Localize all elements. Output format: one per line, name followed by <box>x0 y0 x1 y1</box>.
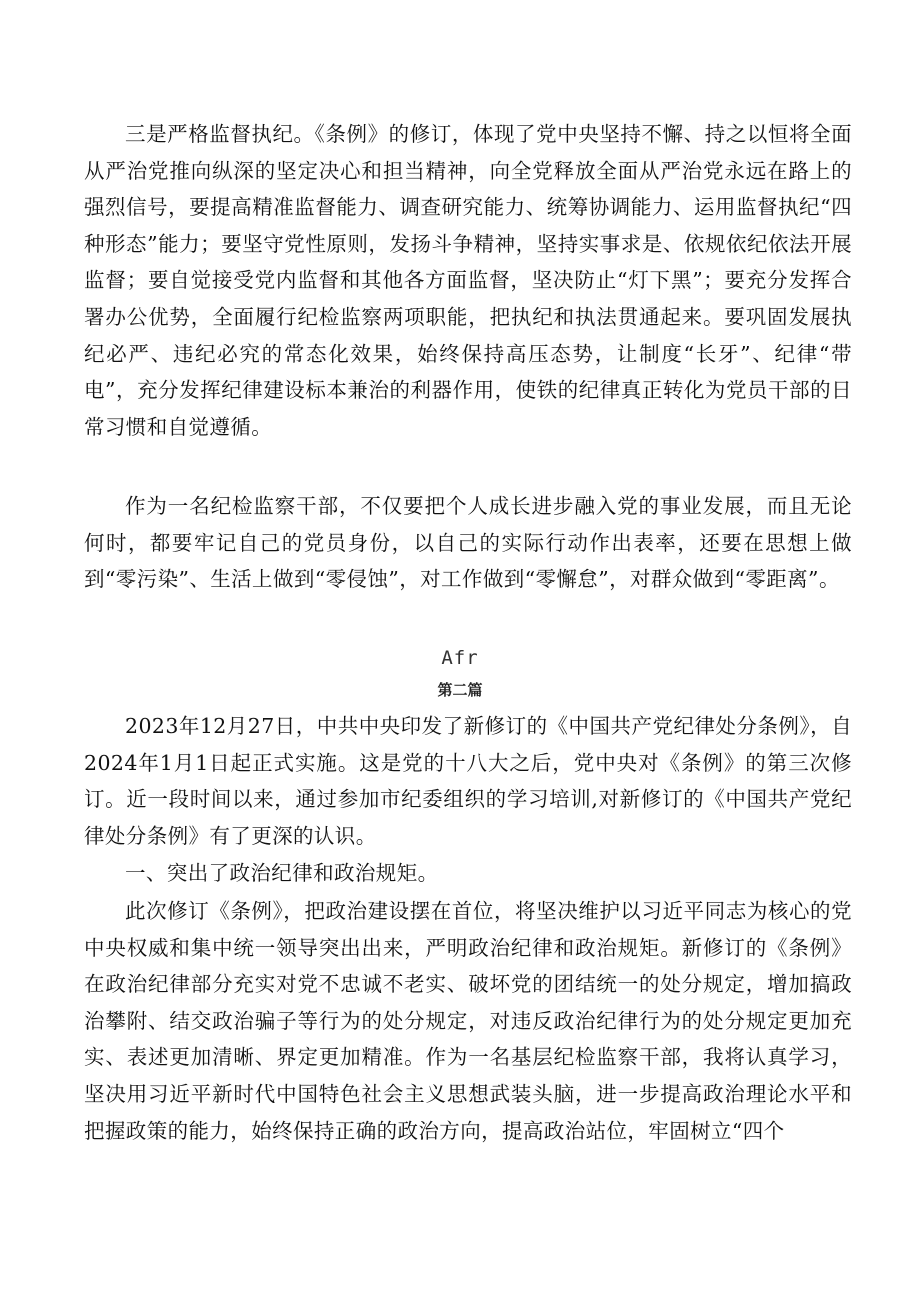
section-marker: Afr <box>441 647 479 669</box>
section-heading: 第二篇 <box>437 681 483 699</box>
point-1-body: 此次修订《条例》，把政治建设摆在首位，将坚决维护以习近平同志为核心的党中央权威和集中统一领导突出出来，严明政治纪律和政治规矩。新修订的《条例》在政治纪律部分充实对党不忠诚不老实、破坏党的团结统一的处分规定，增加搞政治攀附、结交政治骗子等行为的处分规定，对违反政治纪律行为的处分规定更加充实、表述更加清晰、界定更加精准。作为一名基层纪检监察干部，我将认真学习，坚决用习近平新时代中国特色社会主义思想武装头脑，进一步提高政治理论水平和把握政策的能力，始终保持正确的政治方向，提高政治站位，牢固树立“四个 <box>84 899 852 1143</box>
paragraph-strict-supervision: 三是严格监督执纪。《条例》的修订，体现了党中央坚持不懈、持之以恒将全面从严治党推向纵深的坚定决心和担当精神，向全党释放全面从严治党永远在路上的强烈信号，要提高精准监督能力、调查研究能力、统筹协调能力、运用监督执纪“四种形态”能力；要坚守党性原则，发扬斗争精神，坚持实事求是、依规依纪依法开展监督；要自觉接受党内监督和其他各方面监督，坚决防止“灯下黑”；要充分发挥合署办公优势，全面履行纪检监察两项职能，把执纪和执法贯通起来。要巩固发展执纪必严、违纪必究的常态化效果，始终保持高压态势，让制度“长牙”、纪律“带电”，充分发挥纪律建设标本兼治的利器作用，使铁的纪律真正转化为党员干部的日常习惯和自觉遵循。 <box>84 122 852 439</box>
paragraph-closing: 作为一名纪检监察干部，不仅要把个人成长进步融入党的事业发展，而且无论何时，都要牢记自己的党员身份，以自己的实际行动作出表率，还要在思想上做到“零污染”、生活上做到“零侵蚀”，对工作做到“零懈怠”，对群众做到“零距离”。 <box>84 494 852 592</box>
point-1-title: 一、突出了政治纪律和政治规矩。 <box>125 861 439 885</box>
paragraph-intro: 2023年12月27日，中共中央印发了新修订的《中国共产党纪律处分条例》，自2024年1月1日起正式实施。这是党的十八大之后，党中央对《条例》的第三次修订。近一段时间以来，通过参加市纪委组织的学习培训,对新修订的《中国共产党纪律处分条例》有了更深的认识。 <box>84 714 852 848</box>
